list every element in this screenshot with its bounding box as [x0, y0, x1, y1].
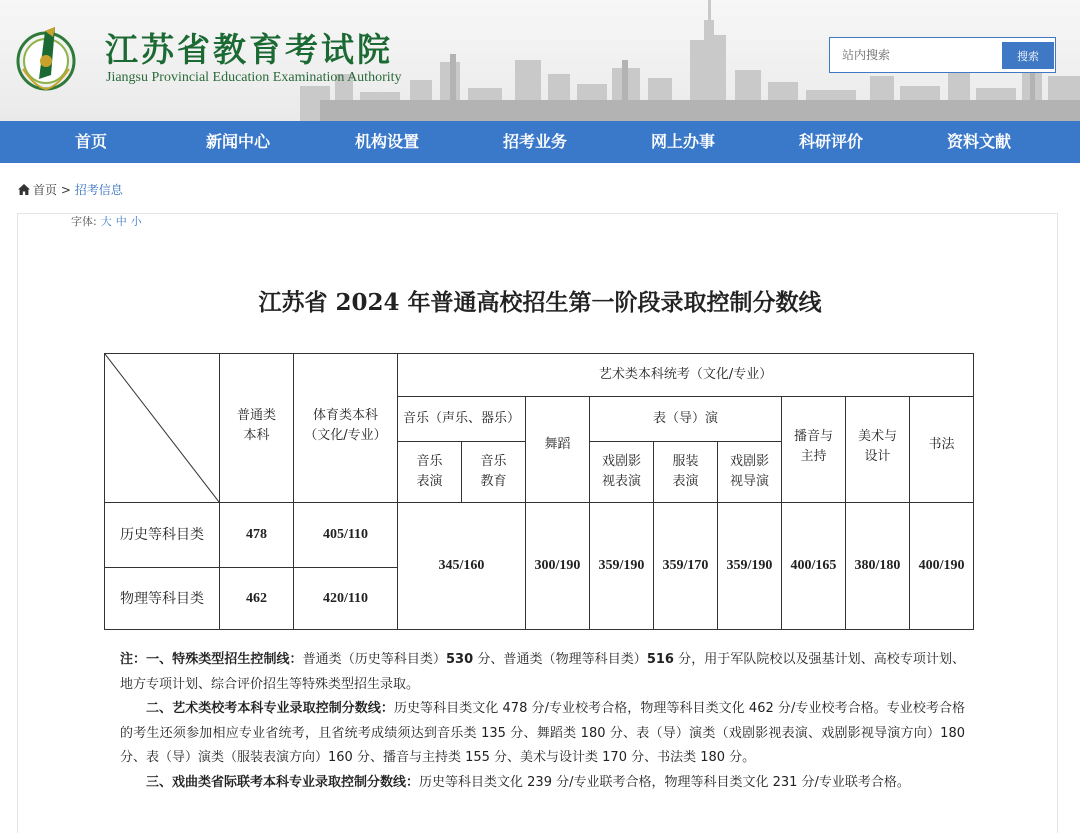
cell-history-sports: 405/110 [294, 503, 398, 568]
diagonal-line [105, 354, 219, 502]
note-3-heading: 三、戏曲类省际联考本科专业录取控制分数线： [146, 774, 420, 790]
header-fineart: 美术与 设计 [846, 397, 910, 503]
header-dance: 舞蹈 [526, 397, 590, 503]
cell-physics-regular: 462 [220, 568, 294, 630]
header-art: 艺术类本科统考（文化/专业） [398, 354, 974, 397]
cell-drama: 359/190 [590, 503, 654, 630]
breadcrumb [18, 181, 123, 198]
note-1-text: 普通类（历史等科目类） [302, 652, 447, 667]
site-title: 江苏省教育考试院 [105, 30, 393, 69]
note-2 [120, 697, 965, 771]
cell-broadcast: 400/165 [782, 503, 846, 630]
home-icon [18, 184, 30, 195]
header-perform: 表（导）演 [590, 397, 782, 442]
font-size-large[interactable]: 大 [100, 215, 112, 228]
search-bar [829, 37, 1056, 73]
header-director: 戏剧影 视导演 [718, 442, 782, 503]
nav-item-admissions[interactable]: 招考业务 [502, 132, 568, 151]
header-music-performance: 音乐 表演 [398, 442, 462, 503]
note-1-heading: 特殊类型招生控制线： [172, 652, 303, 667]
header-costume: 服装 表演 [654, 442, 718, 503]
cell-director: 359/190 [718, 503, 782, 630]
search-input[interactable] [830, 38, 1012, 72]
article-title: 江苏省 2024 年普通高校招生第一阶段录取控制分数线 [258, 289, 822, 316]
notes [120, 648, 965, 795]
cell-dance: 300/190 [526, 503, 590, 630]
header-music: 音乐（声乐、器乐） [398, 397, 526, 442]
breadcrumb-current[interactable]: 招考信息 [74, 183, 123, 197]
font-size-small[interactable]: 小 [130, 215, 142, 228]
note-2-heading: 二、艺术类校考本科专业录取控制分数线： [146, 701, 394, 716]
exam-authority-logo [15, 17, 77, 95]
note-1-score-physics: 516 [646, 652, 674, 667]
breadcrumb-separator: > [60, 183, 71, 197]
font-size-label: 字体: [71, 215, 97, 228]
note-3-text: 历史等科目类文化 239 分/专业联考合格，物理等科目类文化 231 分/专业联考合格。 [419, 774, 910, 790]
font-size-switcher [71, 213, 142, 229]
note-2-text: 历史等科目类文化 478 分/专业校考合格，物理等科目类文化 462 分/专业校考合格。专业校考合格的考生还须参加相应专业省统考，且省统考成绩须达到音乐类 135 分、舞蹈类 180 分、表（导）演类（戏剧影视表演、戏剧影视导演方向）180 分、表（导）演类（服装表演方向）160 分、播音与主持类 155 分、美术与设计类 170 分、书法类 180 分。 [120, 701, 965, 765]
note-1-prefix: 注：一、 [120, 652, 173, 667]
cell-music: 345/160 [398, 503, 526, 630]
score-table [104, 353, 974, 630]
header-regular: 普通类 本科 [220, 354, 294, 503]
header-calligraphy: 书法 [910, 397, 974, 503]
cell-calligraphy: 400/190 [910, 503, 974, 630]
header-sports: 体育类本科 （文化/专业） [294, 354, 398, 503]
nav-item-home[interactable]: 首页 [74, 132, 108, 151]
cell-fineart: 380/180 [846, 503, 910, 630]
cell-costume: 359/170 [654, 503, 718, 630]
note-3 [120, 771, 965, 796]
nav-item-organization[interactable]: 机构设置 [354, 132, 420, 151]
table-corner-cell [105, 354, 220, 503]
note-1-text-2: 分、普通类（物理等科目类） [473, 652, 647, 667]
site-subtitle-english: Jiangsu Provincial Education Examination Authority [106, 70, 402, 85]
cell-physics-sports: 420/110 [294, 568, 398, 630]
breadcrumb-home[interactable]: 首页 [33, 183, 58, 197]
note-1-text-3: 分，用于军队院校以及强基计划、高校专项计划、地方专项计划、综合评价招生等特殊类型招生录取。 [120, 652, 965, 692]
nav-item-online-services[interactable]: 网上办事 [650, 132, 716, 151]
header-broadcast: 播音与 主持 [782, 397, 846, 503]
site-header [0, 0, 1080, 121]
search-button[interactable]: 搜索 [1002, 42, 1054, 69]
header-drama: 戏剧影 视表演 [590, 442, 654, 503]
nav-item-research[interactable]: 科研评价 [798, 132, 864, 151]
main-nav [0, 121, 1080, 163]
nav-item-documents[interactable]: 资料文献 [946, 132, 1012, 151]
note-1-score-history: 530 [446, 652, 474, 667]
row-label-history: 历史等科目类 [105, 503, 220, 568]
header-music-education: 音乐 教育 [462, 442, 526, 503]
nav-item-news-center[interactable]: 新闻中心 [205, 132, 271, 151]
note-1 [120, 648, 965, 697]
row-label-physics: 物理等科目类 [105, 568, 220, 630]
cell-history-regular: 478 [220, 503, 294, 568]
font-size-medium[interactable]: 中 [115, 215, 127, 228]
